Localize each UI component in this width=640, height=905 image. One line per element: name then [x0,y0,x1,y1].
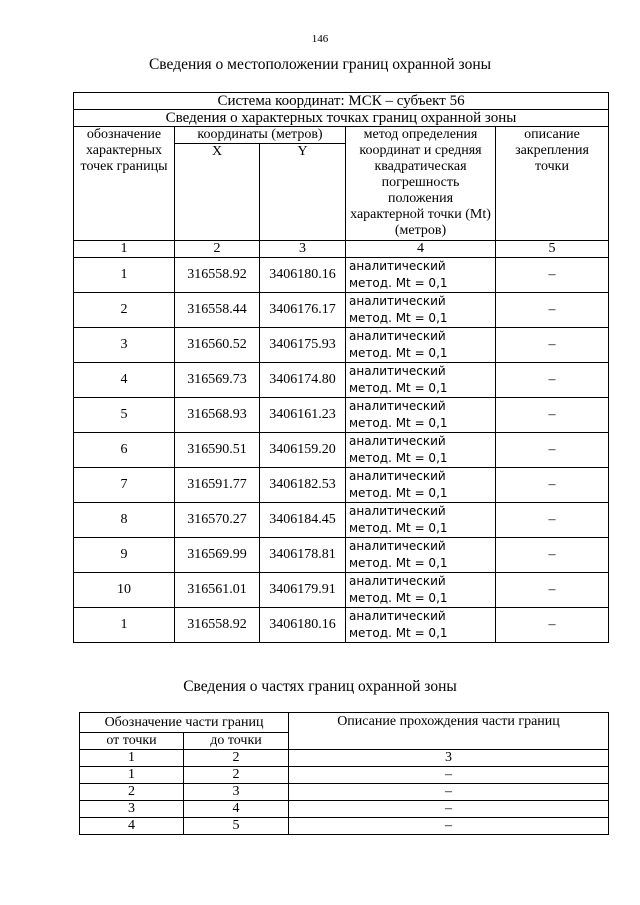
method-cell [346,468,496,503]
table-row [74,258,609,293]
x-coordinate-cell: 316558.92 [175,608,260,643]
method-line-2: метод. Mt = 0,1 [349,416,448,430]
y-coordinate-cell: 3406161.23 [260,398,346,433]
coordinates-header: координаты (метров) [175,127,346,144]
description-cell: – [496,468,609,503]
y-header: Y [260,144,346,241]
method-line-1: аналитический [349,434,446,448]
x-coordinate-cell: 316591.77 [175,468,260,503]
method-line-2: метод. Mt = 0,1 [349,311,448,325]
part-description-header: Описание прохождения части границ [289,713,609,750]
table-row [80,767,609,784]
description-cell: – [496,258,609,293]
method-line-2: метод. Mt = 0,1 [349,626,448,640]
description-cell: – [496,538,609,573]
point-number-cell: 10 [74,573,175,608]
point-number-cell: 7 [74,468,175,503]
parts-title: Сведения о частях границ охранной зоны [183,678,457,695]
point-number-cell: 1 [74,258,175,293]
to-point-cell: 4 [184,801,289,818]
table-row [74,573,609,608]
method-line-1: аналитический [349,539,446,553]
table-row [74,293,609,328]
x-coordinate-cell: 316561.01 [175,573,260,608]
method-line-1: аналитический [349,259,446,273]
method-cell [346,293,496,328]
description-cell: – [496,398,609,433]
table-row [80,784,609,801]
method-line-1: аналитический [349,294,446,308]
table-row [80,801,609,818]
description-cell: – [496,328,609,363]
method-line-1: аналитический [349,504,446,518]
method-cell [346,573,496,608]
y-coordinate-cell: 3406182.53 [260,468,346,503]
y-coordinate-cell: 3406176.17 [260,293,346,328]
y-coordinate-cell: 3406179.91 [260,573,346,608]
method-cell [346,503,496,538]
point-number-cell: 3 [74,328,175,363]
x-coordinate-cell: 316558.44 [175,293,260,328]
method-cell [346,363,496,398]
method-line-1: аналитический [349,609,446,623]
parts-table [79,712,609,835]
point-number-cell: 6 [74,433,175,468]
col-number: 3 [260,241,346,258]
description-cell: – [496,433,609,468]
to-point-cell: 2 [184,767,289,784]
col-number: 1 [80,750,184,767]
method-line-1: аналитический [349,329,446,343]
from-point-header: от точки [80,733,184,750]
table-row [80,818,609,835]
method-line-2: метод. Mt = 0,1 [349,486,448,500]
y-coordinate-cell: 3406180.16 [260,608,346,643]
y-coordinate-cell: 3406184.45 [260,503,346,538]
point-number-cell: 8 [74,503,175,538]
part-description-cell: – [289,767,609,784]
point-number-cell: 1 [74,608,175,643]
part-description-cell: – [289,801,609,818]
from-point-cell: 4 [80,818,184,835]
from-point-cell: 1 [80,767,184,784]
y-coordinate-cell: 3406180.16 [260,258,346,293]
table-row [74,398,609,433]
x-coordinate-cell: 316569.73 [175,363,260,398]
method-cell [346,258,496,293]
to-point-header: до точки [184,733,289,750]
from-point-cell: 3 [80,801,184,818]
description-cell: – [496,503,609,538]
part-header: Обозначение части границ [80,713,289,733]
points-header-cell: Сведения о характерных точках границ охранной зоны [74,110,609,127]
point-number-cell: 2 [74,293,175,328]
table-row [74,538,609,573]
method-cell [346,608,496,643]
method-line-1: аналитический [349,574,446,588]
part-description-cell: – [289,818,609,835]
col-number: 2 [175,241,260,258]
to-point-cell: 5 [184,818,289,835]
method-line-2: метод. Mt = 0,1 [349,346,448,360]
method-header: метод определения координат и средняя квадратическая погрешность положения характерной точки (Mt) (метров) [346,127,496,241]
y-coordinate-cell: 3406159.20 [260,433,346,468]
description-cell: – [496,608,609,643]
col-number: 2 [184,750,289,767]
method-line-2: метод. Mt = 0,1 [349,451,448,465]
location-title: Сведения о местоположении границ охранной зоны [148,56,492,73]
table-row [74,468,609,503]
method-cell [346,538,496,573]
col-number: 1 [74,241,175,258]
x-coordinate-cell: 316558.92 [175,258,260,293]
page-number: 146 [311,33,329,45]
part-description-cell: – [289,784,609,801]
description-cell: – [496,293,609,328]
point-number-cell: 5 [74,398,175,433]
from-point-cell: 2 [80,784,184,801]
x-coordinate-cell: 316569.99 [175,538,260,573]
table-row [74,328,609,363]
to-point-cell: 3 [184,784,289,801]
y-coordinate-cell: 3406174.80 [260,363,346,398]
y-coordinate-cell: 3406175.93 [260,328,346,363]
description-header: описание закрепления точки [496,127,609,241]
col-number: 4 [346,241,496,258]
point-number-cell: 9 [74,538,175,573]
method-line-1: аналитический [349,469,446,483]
point-number-cell: 4 [74,363,175,398]
method-line-2: метод. Mt = 0,1 [349,276,448,290]
method-line-2: метод. Mt = 0,1 [349,381,448,395]
y-coordinate-cell: 3406178.81 [260,538,346,573]
points-table [73,92,609,643]
table-row [74,363,609,398]
col-number: 3 [289,750,609,767]
method-cell [346,328,496,363]
method-cell [346,433,496,468]
method-line-1: аналитический [349,364,446,378]
method-cell [346,398,496,433]
col-number: 5 [496,241,609,258]
description-cell: – [496,573,609,608]
method-line-1: аналитический [349,399,446,413]
designation-header: обозначение характерных точек границы [74,127,175,241]
x-coordinate-cell: 316560.52 [175,328,260,363]
method-line-2: метод. Mt = 0,1 [349,591,448,605]
x-coordinate-cell: 316590.51 [175,433,260,468]
x-coordinate-cell: 316568.93 [175,398,260,433]
x-header: X [175,144,260,241]
method-line-2: метод. Mt = 0,1 [349,521,448,535]
coordinate-system-cell: Система координат: МСК – субъект 56 [74,93,609,110]
table-row [74,503,609,538]
table-row [74,433,609,468]
table-row [74,608,609,643]
x-coordinate-cell: 316570.27 [175,503,260,538]
description-cell: – [496,363,609,398]
method-line-2: метод. Mt = 0,1 [349,556,448,570]
